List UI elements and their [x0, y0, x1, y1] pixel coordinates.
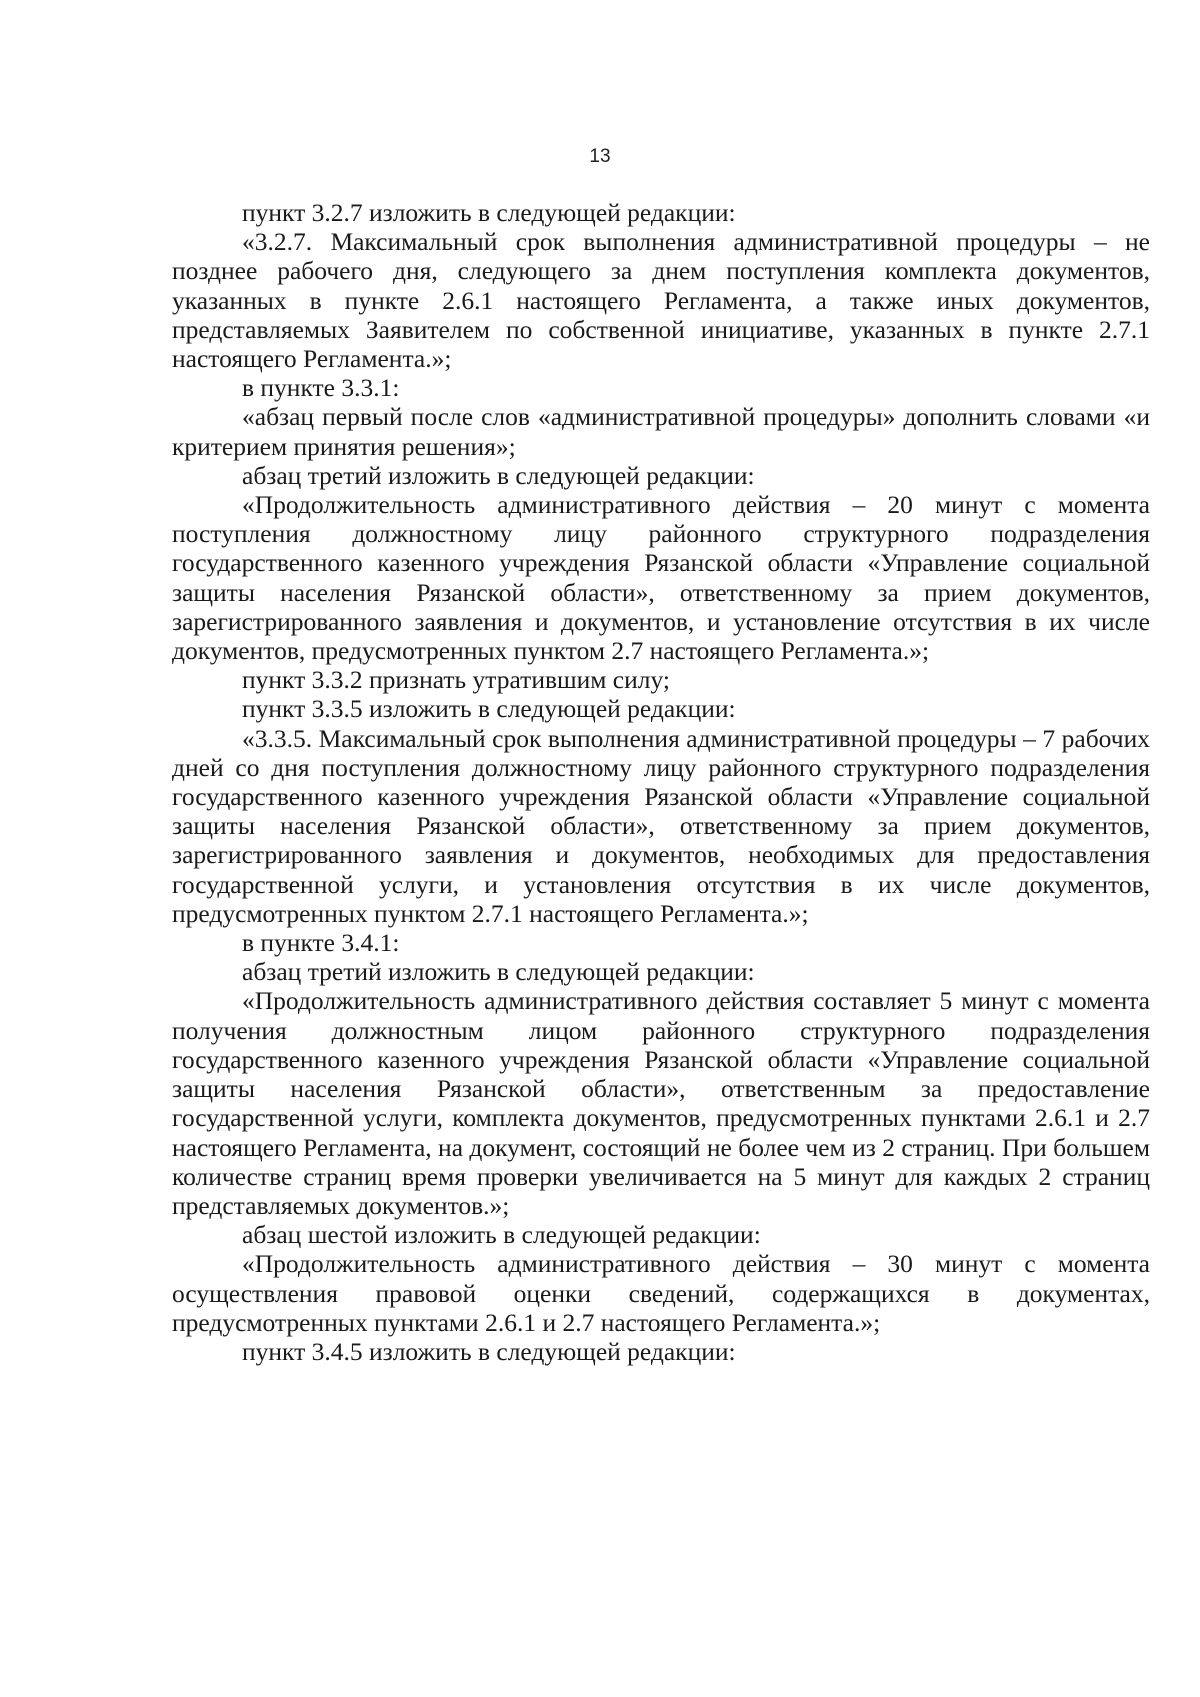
- paragraph: «Продолжительность административного действия – 20 минут с момента поступления должностному лицу районного структурного подразделения государственного казенного учреждения Рязанской области «Управление социальной защиты населения Рязанской области», ответственному за прием документов, зарегистрированного заявления и документов, и установление отсутствия в их числе документов, предусмотренных пунктом 2.7 настоящего Регламента.»;: [172, 490, 1150, 666]
- paragraph: пункт 3.2.7 изложить в следующей редакции:: [242, 198, 736, 227]
- paragraph: «Продолжительность административного действия составляет 5 минут с момента получения должностным лицом районного структурного подразделения государственного казенного учреждения Рязанской области «Управление социальной защиты населения Рязанской области», ответственным за предоставление государственной услуги, комплекта документов, предусмотренных пунктами 2.6.1 и 2.7 настоящего Регламента, на документ, состоящий не более чем из 2 страниц. При большем количестве страниц время проверки увеличивается на 5 минут для каждых 2 страниц представляемых документов.»;: [172, 986, 1150, 1220]
- paragraph: «абзац первый после слов «административной процедуры» дополнить словами «и критерием принятия решения»;: [172, 402, 1150, 461]
- paragraph: абзац шестой изложить в следующей редакции:: [242, 1220, 761, 1250]
- paragraph: пункт 3.3.5 изложить в следующей редакции:: [242, 694, 736, 724]
- document-body: [172, 198, 1150, 1366]
- paragraph: пункт 3.4.5 изложить в следующей редакции:: [242, 1336, 736, 1366]
- page-number: 13: [589, 146, 611, 167]
- paragraph: в пункте 3.3.1:: [242, 373, 400, 403]
- paragraph: «Продолжительность административного действия – 30 минут с момента осуществления правовой оценки сведений, содержащихся в документах, предусмотренных пунктами 2.6.1 и 2.7 настоящего Регламента.»;: [172, 1249, 1150, 1337]
- paragraph: в пункте 3.4.1:: [242, 928, 400, 958]
- paragraph: «3.2.7. Максимальный срок выполнения административной процедуры – не позднее рабочего дня, следующего за днем поступления комплекта документов, указанных в пункте 2.6.1 настоящего Регламента, а также иных документов, представляемых Заявителем по собственной инициативе, указанных в пункте 2.7.1 настоящего Регламента.»;: [172, 227, 1150, 374]
- paragraph: абзац третий изложить в следующей редакции:: [242, 957, 755, 987]
- paragraph: «3.3.5. Максимальный срок выполнения административной процедуры – 7 рабочих дней со дня поступления должностному лицу районного структурного подразделения государственного казенного учреждения Рязанской области «Управление социальной защиты населения Рязанской области», ответственному за прием документов, зарегистрированного заявления и документов, необходимых для предоставления государственной услуги, и установления отсутствия в их числе документов, предусмотренных пунктом 2.7.1 настоящего Регламента.»;: [172, 723, 1150, 928]
- paragraph: абзац третий изложить в следующей редакции:: [242, 460, 755, 490]
- paragraph: пункт 3.3.2 признать утратившим силу;: [242, 665, 670, 695]
